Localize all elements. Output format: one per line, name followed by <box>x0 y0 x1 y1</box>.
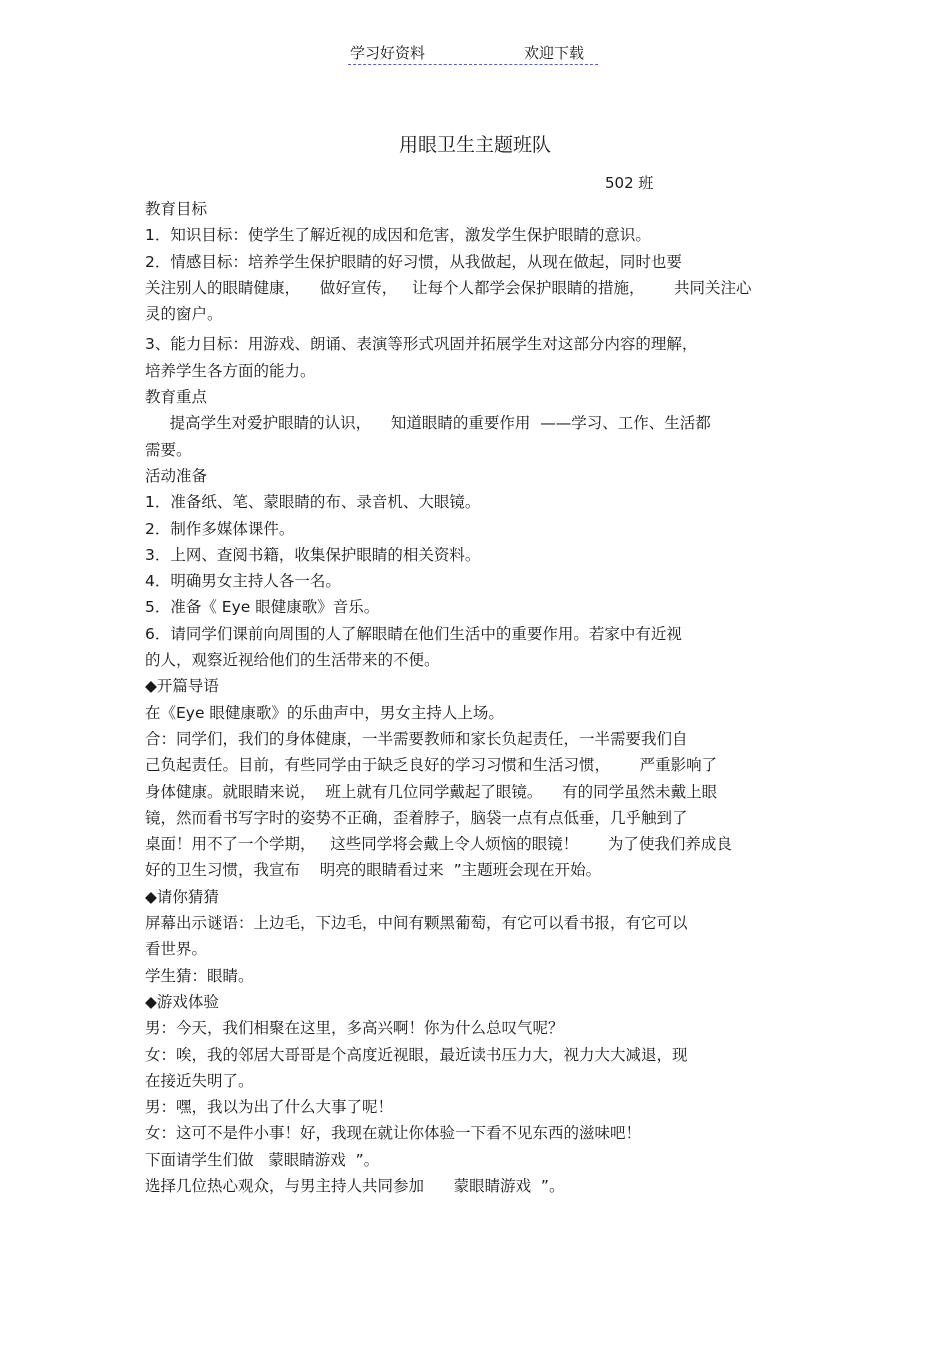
text-line: 屏幕出示谜语：上边毛，下边毛，中间有颗黑葡萄，有它可以看书报，有它可以 <box>145 914 688 933</box>
text-line: 2．制作多媒体课件。 <box>145 519 295 538</box>
text-line: 镜，然而看书写字时的姿势不正确，歪着脖子，脑袋一点有点低垂，几乎触到了 <box>145 808 688 827</box>
text-line: 看世界。 <box>145 940 208 959</box>
text-line: 在接近失明了。 <box>145 1071 254 1090</box>
text-line: 1．准备纸、笔、蒙眼睛的布、录音机、大眼镜。 <box>145 493 481 512</box>
text-line: 2．情感目标：培养学生保护眼睛的好习惯，从我做起，从现在做起，同时也要 <box>145 252 682 271</box>
document-body <box>145 196 815 1199</box>
text-line: 1．知识目标：使学生了解近视的成因和危害，激发学生保护眼睛的意识。 <box>145 226 651 245</box>
text-line: 学生猜：眼睛。 <box>145 966 254 985</box>
header-left-text: 学习好资料 <box>350 44 426 62</box>
text-line: 培养学生各方面的能力。 <box>145 361 316 380</box>
text-line: 好的卫生习惯，我宣布 明亮的眼睛看过来 ”主题班会现在开始。 <box>145 861 602 880</box>
text-line: 男：嘿，我以为出了什么大事了呢！ <box>145 1098 394 1117</box>
text-line: 下面请学生们做 蒙眼睛游戏 ”。 <box>145 1150 380 1169</box>
text-line: 合：同学们，我们的身体健康，一半需要教师和家长负起责任，一半需要我们自 <box>145 729 688 748</box>
text-line: 女：这可不是件小事！好，我现在就让你体验一下看不见东西的滋味吧！ <box>145 1124 642 1143</box>
text-line: ◆请你猜猜 <box>145 887 219 906</box>
text-line: 3、能力目标：用游戏、朗诵、表演等形式巩固并拓展学生对这部分内容的理解， <box>145 335 698 354</box>
text-line: 需要。 <box>145 440 192 459</box>
header-right-text: 欢迎下载 <box>524 44 585 62</box>
text-line: 灵的窗户。 <box>145 305 223 324</box>
page-header <box>348 42 598 65</box>
text-line: 在《Eye 眼健康歌》的乐曲声中，男女主持人上场。 <box>145 703 504 722</box>
document-title: 用眼卫生主题班队 <box>398 134 551 156</box>
class-label: 502 班 <box>605 174 654 192</box>
text-line: 女：唉，我的邻居大哥哥是个高度近视眼，最近读书压力大，视力大大减退，现 <box>145 1045 688 1064</box>
text-line: 提高学生对爱护眼睛的认识， 知道眼睛的重要作用 ——学习、工作、生活都 <box>145 414 711 433</box>
text-line: 5．准备《 Eye 眼健康歌》音乐。 <box>145 598 380 617</box>
text-line: 桌面！用不了一个学期， 这些同学将会戴上令人烦恼的眼镜！ 为了使我们养成良 <box>145 835 732 854</box>
text-line: 的人，观察近视给他们的生活带来的不便。 <box>145 651 440 670</box>
text-line: 6．请同学们课前向周围的人了解眼睛在他们生活中的重要作用。若家中有近视 <box>145 624 682 643</box>
text-line: 教育目标 <box>145 200 208 218</box>
text-line: 教育重点 <box>145 388 208 407</box>
text-line: 选择几位热心观众，与男主持人共同参加 蒙眼睛游戏 ”。 <box>145 1176 565 1195</box>
text-line: 身体健康。就眼睛来说， 班上就有几位同学戴起了眼镜。 有的同学虽然未戴上眼 <box>145 782 718 801</box>
text-line: ◆游戏体验 <box>145 992 219 1011</box>
text-line: 活动准备 <box>145 466 208 485</box>
text-line: ◆开篇导语 <box>145 677 219 696</box>
text-line: 4．明确男女主持人各一名。 <box>145 572 341 591</box>
text-line: 3．上网、查阅书籍，收集保护眼睛的相关资料。 <box>145 545 481 564</box>
text-line: 己负起责任。目前，有些同学由于缺乏良好的学习习惯和生活习惯， 严重影响了 <box>145 756 718 775</box>
text-line: 关注别人的眼睛健康， 做好宣传， 让每个人都学会保护眼睛的措施， 共同关注心 <box>145 278 752 297</box>
text-line: 男：今天，我们相聚在这里，多高兴啊！你为什么总叹气呢？ <box>145 1019 564 1038</box>
